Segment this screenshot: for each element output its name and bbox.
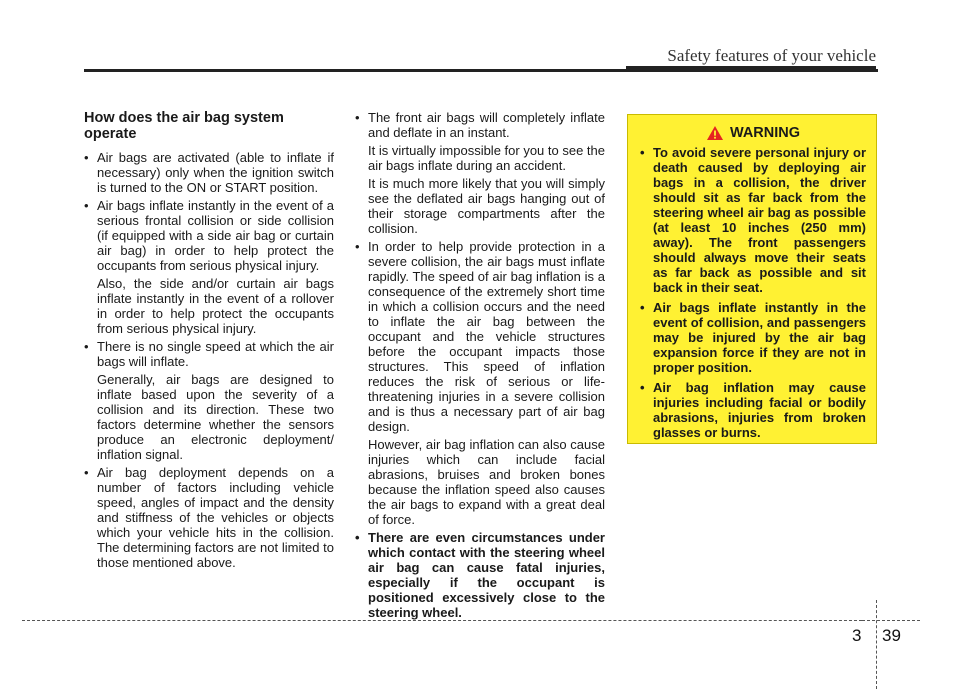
footer-rule-right bbox=[862, 620, 920, 621]
warning-box bbox=[627, 114, 877, 444]
list-item-text: • There are even circumstances under which contact with the steering wheel air bag can cause fatal injuries, especially if the occupant is positioned excessively close to the steering wheel. bbox=[368, 530, 605, 620]
left-bullet-list bbox=[84, 150, 334, 570]
list-item-text: • Air bags are activated (able to inflate if necessary) only when the ignition switch is turned to the ON or START position. bbox=[97, 150, 334, 195]
list-item-text: • In order to help provide protection in a severe collision, the air bags must inflate rapidly. The speed of air bag inflation is a consequence of the extremely short time in which a collision occurs and the need to inflate the air bag between the occupant and the vehicle structures before the occupant impacts those structures. This speed of inflation reduces the risk of serious or life-threatening injuries in a severe collision and is thus a necessary part of air bag design. bbox=[368, 239, 605, 434]
section-heading: How does the air bag system operate bbox=[84, 110, 284, 142]
warning-triangle-icon bbox=[706, 125, 724, 141]
list-item-continuation: Also, the side and/or curtain air bags inflate instantly in the event of a rollover in order to help protect the occupants from serious physical injury. bbox=[97, 276, 334, 336]
list-item-continuation: Generally, air bags are designed to inflate based upon the severity of a collision and its direction. These two factors determine whether the sensors produce an electronic deployment/ inflation signal. bbox=[97, 372, 334, 462]
warning-item bbox=[640, 300, 866, 375]
list-item bbox=[84, 465, 334, 570]
list-item bbox=[84, 150, 334, 195]
list-item-paragraph: However, air bag inflation can also cause injuries which can include facial abrasions, bruises and broken bones because the inflation speed also causes the air bags to expand with a great deal of force. bbox=[368, 437, 605, 527]
header-rule-accent bbox=[626, 66, 876, 72]
list-item-text: • Air bag deployment depends on a number of factors including vehicle speed, angles of impact and the density and stiffness of the vehicles or objects which your vehicle hits in the collision. The determining factors are not limited to those mentioned above. bbox=[97, 465, 334, 570]
footer-rule bbox=[22, 620, 862, 621]
footer-divider bbox=[876, 600, 877, 689]
page-number: 39 bbox=[882, 626, 901, 645]
left-column bbox=[84, 110, 334, 573]
warning-bullet-list bbox=[640, 145, 866, 440]
middle-column bbox=[355, 110, 605, 623]
list-item-paragraph: It is virtually impossible for you to see the air bags inflate during an accident. bbox=[368, 143, 605, 173]
warning-header bbox=[640, 125, 866, 141]
warning-title: WARNING bbox=[729, 124, 801, 141]
list-item-text: • The front air bags will completely inflate and deflate in an instant. bbox=[368, 110, 605, 140]
list-item bbox=[355, 110, 605, 236]
middle-bullet-list bbox=[355, 110, 605, 620]
warning-item-text: Air bags inflate instantly in the event of collision, and passengers may be injured by the air bag expansion force if they are not in proper position. bbox=[653, 300, 866, 375]
list-item-text: • Air bags inflate instantly in the event of a serious frontal collision or side collision (if equipped with a side air bag or curtain air bag) in order to help protect the occupants from serious physical injury. bbox=[97, 198, 334, 273]
warning-item bbox=[640, 145, 866, 295]
section-number: 3 bbox=[852, 626, 862, 645]
list-item-text: • There is no single speed at which the air bags will inflate. bbox=[97, 339, 334, 369]
warning-item-text: Air bag inflation may cause injuries including facial or bodily abrasions, injuries from broken glasses or burns. bbox=[653, 380, 866, 440]
warning-item-text: To avoid severe personal injury or death caused by deploying air bags in a collision, the driver should sit as far back from the steering wheel air bag as possible (at least 10 inches (250 mm) away). The front passengers should always move their seats as far back as possible and sit back in their seat. bbox=[653, 145, 866, 295]
list-item-paragraph: It is much more likely that you will simply see the deflated air bags hanging out of their storage compartments after the collision. bbox=[368, 176, 605, 236]
list-item bbox=[355, 239, 605, 527]
list-item bbox=[84, 198, 334, 336]
page-header-title: Safety features of your vehicle bbox=[667, 46, 876, 65]
list-item bbox=[84, 339, 334, 462]
list-item-bold bbox=[355, 530, 605, 620]
warning-item bbox=[640, 380, 866, 440]
